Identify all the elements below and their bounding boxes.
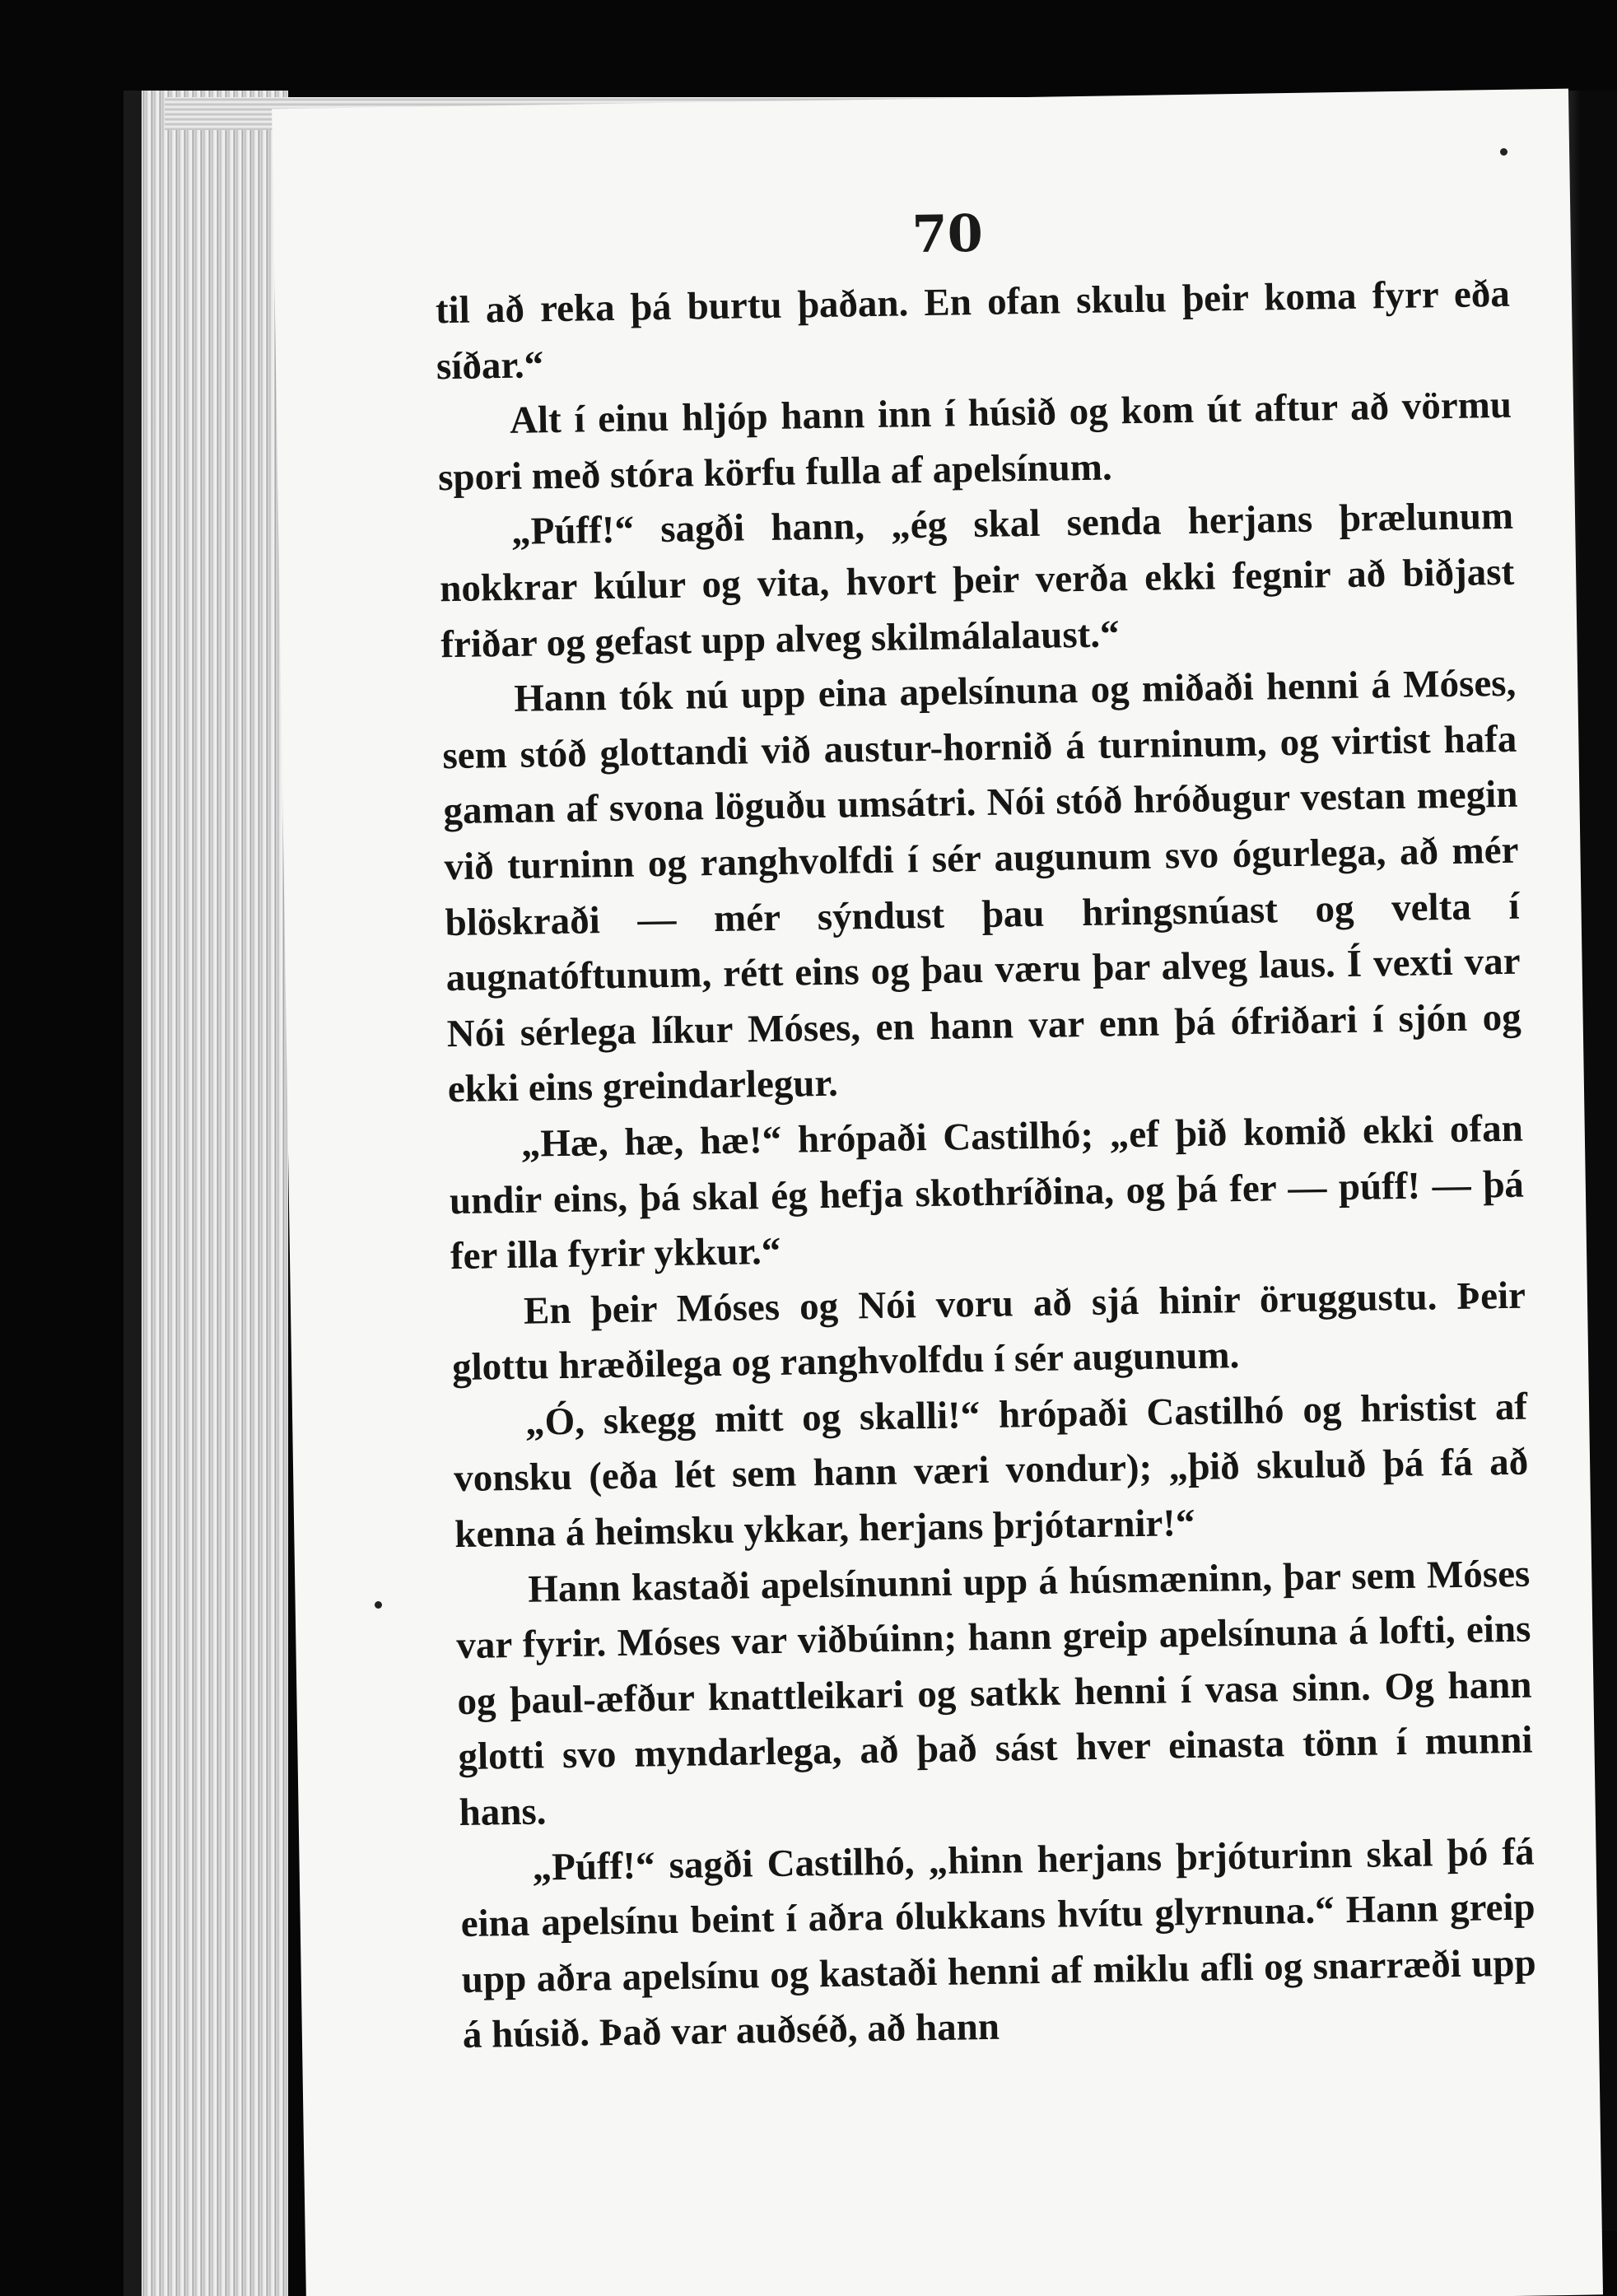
paragraph: Hann tók nú upp eina apelsínuna og miðaði henni á Móses, sem stóð glottandi við austur-hornið á turninum, og virtist hafa gaman af svona löguðu umsátri. Nói stóð hróðugur vestan megin við turninn og ranghvolfdi í sér augunum svo ógurlega, að mér blöskraði — mér sýndust þau hringsnúast og velta í augnatóftunum, rétt eins og þau væru þar alveg laus. Í vexti var Nói sérlega líkur Móses, en hann var enn þá ófriðari í sjón og ekki eins greindarlegur. [442, 661, 1522, 1111]
book-page-edges [123, 91, 288, 2296]
paragraph: til að reka þá burtu þaðan. En ofan skulu þeir koma fyrr eða síðar.“ [435, 272, 1511, 388]
scan-speck [375, 1601, 382, 1609]
paragraph: „Púff!“ sagði hann, „ég skal senda herjans þrælunum nokkrar kúlur og vita, hvort þeir verða ekki fegnir að biðjast friðar og gefast upp alveg skilmálalaust.“ [439, 495, 1515, 666]
paragraph: Hann kastaði apelsínunni upp á húsmæninn, þar sem Móses var fyrir. Móses var viðbúinn; hann greip apelsínuna á lofti, eins og þaul-æfður knattleikari og satkk henni í vasa sinn. Og hann glotti svo myndarlega, að það sást hver einasta tönn í munni hans. [456, 1552, 1533, 1835]
paragraph: „Púff!“ sagði Castilhó, „hinn herjans þrjóturinn skal þó fá eina apelsínu beint í aðra ólukkans hvítu glyrnuna.“ Hann greip upp aðra apelsínu og kastaði henni af miklu afli og snarræði upp á húsið. Það var auðséð, að hann [460, 1830, 1537, 2057]
page-body [435, 267, 1537, 2064]
scan-speck [1500, 148, 1507, 156]
paragraph: En þeir Móses og Nói voru að sjá hinir öruggustu. Þeir glottu hræðilega og ranghvolfdu í sér augunum. [451, 1274, 1526, 1390]
paragraph: „Hæ, hæ, hæ!“ hrópaði Castilhó; „ef þið komið ekki ofan undir eins, þá skal ég hefja skothríðina, og þá fer — púff! — þá fer illa fyrir ykkur.“ [449, 1106, 1525, 1278]
paragraph: Alt í einu hljóp hann inn í húsið og kom út aftur að vörmu spori með stóra körfu fulla af apelsínum. [437, 383, 1512, 500]
book-page [272, 89, 1603, 2296]
paragraph: „Ó, skegg mitt og skalli!“ hrópaði Castilhó og hristist af vonsku (eða lét sem hann væri vondur); „þið skuluð þá fá að kenna á heimsku ykkar, herjans þrjótarnir!“ [453, 1385, 1529, 1557]
book-binding [123, 91, 142, 2296]
page-number: 70 [911, 203, 984, 265]
